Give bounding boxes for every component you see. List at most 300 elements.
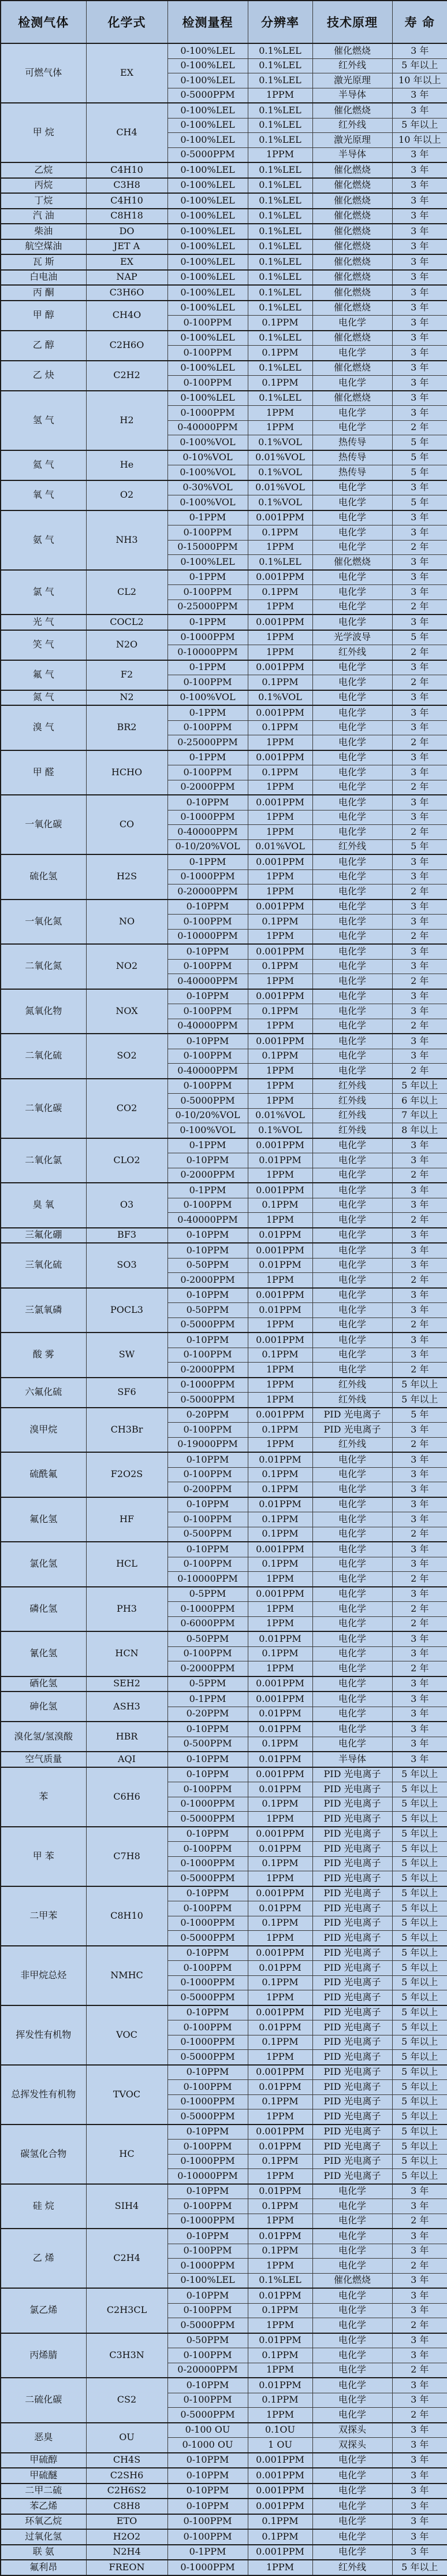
header-row (1, 1, 447, 43)
gas-name-cell: 乙烷 (1, 162, 86, 178)
lifespan-cell: 5 年 (392, 630, 447, 645)
resolution-cell: 0.1PPM (248, 2529, 312, 2545)
spec-row (1, 1497, 447, 1512)
table-body (1, 43, 447, 2575)
principle-cell: PID 光电离子 (312, 1901, 392, 1916)
lifespan-cell: 3 年 (392, 1692, 447, 1707)
range-cell: 0-100PPM (167, 765, 248, 780)
range-cell: 0-100%LEL (167, 118, 248, 133)
spec-row (1, 162, 447, 178)
principle-cell: 电化学 (312, 346, 392, 361)
gas-name-cell: 氮氧化物 (1, 989, 86, 1034)
range-cell: 0-100PPM (167, 2529, 248, 2545)
range-cell: 0-1000PPM (167, 2214, 248, 2229)
lifespan-cell: 3 年 (392, 854, 447, 869)
lifespan-cell: 3 年 (392, 2499, 447, 2514)
lifespan-cell: 3 年 (392, 765, 447, 780)
resolution-cell: 0.001PPM (248, 750, 312, 765)
spec-row (1, 2560, 447, 2575)
spec-row (1, 900, 447, 915)
principle-cell: 电化学 (312, 1049, 392, 1064)
gas-name-cell: 二氧化氮 (1, 944, 86, 989)
lifespan-cell: 3 年 (392, 1034, 447, 1049)
lifespan-cell: 3 年 (392, 224, 447, 239)
formula-cell: C7H8 (86, 1827, 167, 1886)
principle-cell: 催化燃烧 (312, 178, 392, 194)
resolution-cell: 0.001PPM (248, 1138, 312, 1153)
principle-cell: 电化学 (312, 1616, 392, 1631)
range-cell: 0-100PPM (167, 1842, 248, 1857)
range-cell: 0-100PPM (167, 525, 248, 541)
gas-name-cell: 硫化氢 (1, 854, 86, 900)
principle-cell: 电化学 (312, 884, 392, 900)
resolution-cell: 0.01%VOL (248, 1108, 312, 1123)
resolution-cell: 1PPM (248, 1079, 312, 1094)
principle-cell: 电化学 (312, 1228, 392, 1243)
spec-row (1, 1676, 447, 1692)
principle-cell: PID 光电离子 (312, 2035, 392, 2050)
range-cell: 0-10PPM (167, 1243, 248, 1258)
principle-cell: 催化燃烧 (312, 270, 392, 286)
lifespan-cell: 3 年 (392, 585, 447, 600)
principle-cell: 半导体 (312, 88, 392, 103)
lifespan-cell: 3 年 (392, 1228, 447, 1243)
range-cell: 0-100%VOL (167, 465, 248, 480)
resolution-cell: 1PPM (248, 1363, 312, 1378)
principle-cell: PID 光电离子 (312, 1767, 392, 1782)
principle-cell: 红外线 (312, 1108, 392, 1123)
gas-name-cell: 氯化氢 (1, 1542, 86, 1587)
principle-cell: 电化学 (312, 2303, 392, 2318)
principle-cell: PID 光电离子 (312, 1782, 392, 1797)
lifespan-cell: 3 年 (392, 720, 447, 735)
range-cell: 0-10PPM (167, 1722, 248, 1737)
resolution-cell: 1PPM (248, 1019, 312, 1034)
spec-row (1, 510, 447, 525)
resolution-cell: 0.01%VOL (248, 839, 312, 854)
lifespan-cell: 5 年 (392, 435, 447, 450)
principle-cell: 双探头 (312, 2438, 392, 2453)
formula-cell: HCHO (86, 750, 167, 795)
principle-cell: PID 光电离子 (312, 1797, 392, 1812)
range-cell: 0-100PPM (167, 1079, 248, 1094)
gas-name-cell: 苯 (1, 1767, 86, 1827)
principle-cell: 电化学 (312, 1452, 392, 1467)
resolution-cell: 0.1PPM (248, 2348, 312, 2363)
formula-cell: C8H8 (86, 2499, 167, 2514)
resolution-cell: 0.001PPM (248, 1034, 312, 1049)
resolution-cell: 1PPM (248, 2318, 312, 2333)
resolution-cell: 0.001PPM (248, 1243, 312, 1258)
resolution-cell: 0.1PPM (248, 1646, 312, 1661)
range-cell: 0-25000PPM (167, 599, 248, 615)
range-cell: 0-100%LEL (167, 224, 248, 239)
spec-row (1, 1138, 447, 1153)
lifespan-cell: 5 年以上 (392, 1782, 447, 1797)
lifespan-cell: 2 年 (392, 780, 447, 795)
resolution-cell: 0.1%VOL (248, 1123, 312, 1138)
resolution-cell: 0.001PPM (248, 1886, 312, 1901)
lifespan-cell: 3 年 (392, 1004, 447, 1019)
range-cell: 0-5000PPM (167, 88, 248, 103)
resolution-cell: 0.001PPM (248, 1827, 312, 1842)
range-cell: 0-10PPM (167, 2378, 248, 2393)
range-cell: 0-10PPM (167, 1767, 248, 1782)
principle-cell: 电化学 (312, 1572, 392, 1587)
formula-cell: BF3 (86, 1228, 167, 1243)
lifespan-cell: 5 年以上 (392, 1901, 447, 1916)
principle-cell: 红外线 (312, 58, 392, 73)
principle-cell: 电化学 (312, 2453, 392, 2468)
principle-cell: PID 光电离子 (312, 1827, 392, 1842)
range-cell: 0-100PPM (167, 1467, 248, 1482)
range-cell: 0-10000PPM (167, 1572, 248, 1587)
range-cell: 0-100%LEL (167, 2273, 248, 2288)
formula-cell: EX (86, 43, 167, 103)
resolution-cell: 1PPM (248, 2109, 312, 2125)
principle-cell: PID 光电离子 (312, 1842, 392, 1857)
resolution-cell: 0.1%LEL (248, 209, 312, 224)
spec-row (1, 2125, 447, 2140)
principle-cell: PID 光电离子 (312, 1946, 392, 1961)
range-cell: 0-1000PPM (167, 2035, 248, 2050)
principle-cell: PID 光电离子 (312, 1886, 392, 1901)
principle-cell: 电化学 (312, 1333, 392, 1348)
range-cell: 0-20PPM (167, 1408, 248, 1423)
spec-row (1, 285, 447, 301)
principle-cell: 电化学 (312, 750, 392, 765)
range-cell: 0-2000PPM (167, 1168, 248, 1183)
formula-cell: C2H3CL (86, 2288, 167, 2333)
spec-row (1, 795, 447, 810)
principle-cell: 电化学 (312, 915, 392, 930)
gas-name-cell: 甲 醛 (1, 750, 86, 795)
range-cell: 0-1000PPM (167, 869, 248, 884)
lifespan-cell: 2 年 (392, 735, 447, 750)
lifespan-cell: 3 年 (392, 1676, 447, 1692)
range-cell: 0-10000PPM (167, 2169, 248, 2184)
formula-cell: C3H6O (86, 285, 167, 301)
principle-cell: 电化学 (312, 854, 392, 869)
range-cell: 0-5000PPM (167, 2109, 248, 2125)
principle-cell: 电化学 (312, 1258, 392, 1273)
resolution-cell: 0.001PPM (248, 2545, 312, 2560)
principle-cell: PID 光电离子 (312, 1931, 392, 1946)
lifespan-cell: 2 年 (392, 2259, 447, 2274)
principle-cell: 电化学 (312, 1722, 392, 1737)
lifespan-cell: 3 年 (392, 795, 447, 810)
lifespan-cell: 5 年以上 (392, 2140, 447, 2155)
resolution-cell: 0.1PPM (248, 765, 312, 780)
range-cell: 0-20000PPM (167, 884, 248, 900)
principle-cell: 电化学 (312, 1497, 392, 1512)
formula-cell: HF (86, 1497, 167, 1542)
formula-cell: CL2 (86, 570, 167, 615)
range-cell: 0-20000PPM (167, 2363, 248, 2378)
range-cell: 0-1000PPM (167, 1916, 248, 1931)
resolution-cell: 0.1PPM (248, 525, 312, 541)
range-cell: 0-100%LEL (167, 193, 248, 209)
formula-cell: CH3Br (86, 1408, 167, 1453)
gas-name-cell: 臭 氧 (1, 1183, 86, 1228)
range-cell: 0-10PPM (167, 2468, 248, 2484)
lifespan-cell: 3 年 (392, 301, 447, 316)
lifespan-cell: 5 年以上 (392, 1886, 447, 1901)
resolution-cell: 1PPM (248, 1168, 312, 1183)
principle-cell: 电化学 (312, 376, 392, 391)
formula-cell: H2S (86, 854, 167, 900)
spec-row (1, 270, 447, 286)
range-cell: 0-10000PPM (167, 645, 248, 660)
lifespan-cell: 3 年 (392, 1631, 447, 1646)
range-cell: 0-10%VOL (167, 450, 248, 465)
range-cell: 0-100PPM (167, 2199, 248, 2214)
resolution-cell: 0.1%VOL (248, 435, 312, 450)
resolution-cell: 0.1%LEL (248, 178, 312, 194)
lifespan-cell: 5 年以上 (392, 1393, 447, 1408)
resolution-cell: 1PPM (248, 1812, 312, 1827)
range-cell: 0-10PPM (167, 1497, 248, 1512)
resolution-cell: 0.1OU (248, 2423, 312, 2438)
lifespan-cell: 2 年 (392, 420, 447, 435)
gas-name-cell: 二甲二硫 (1, 2484, 86, 2499)
formula-cell: FREON (86, 2560, 167, 2575)
principle-cell: 红外线 (312, 1378, 392, 1393)
resolution-cell: 0.001PPM (248, 2005, 312, 2020)
range-cell: 0-1000PPM (167, 1797, 248, 1812)
resolution-cell: 1PPM (248, 780, 312, 795)
principle-cell: 电化学 (312, 2408, 392, 2423)
principle-cell: 电化学 (312, 780, 392, 795)
range-cell: 0-1PPM (167, 1183, 248, 1198)
lifespan-cell: 5 年以上 (392, 2094, 447, 2109)
spec-row (1, 1692, 447, 1707)
principle-cell: PID 光电离子 (312, 1856, 392, 1871)
resolution-cell: 0.001PPM (248, 1542, 312, 1557)
principle-cell: 电化学 (312, 2184, 392, 2199)
range-cell: 0-30%VOL (167, 480, 248, 495)
spec-row (1, 570, 447, 585)
principle-cell: PID 光电离子 (312, 2094, 392, 2109)
range-cell: 0-50PPM (167, 1258, 248, 1273)
lifespan-cell: 2 年 (392, 2408, 447, 2423)
formula-cell: SEH2 (86, 1676, 167, 1692)
principle-cell: 催化燃烧 (312, 193, 392, 209)
resolution-cell: 0.1PPM (248, 2514, 312, 2530)
lifespan-cell: 3 年 (392, 1138, 447, 1153)
spec-row (1, 2423, 447, 2438)
resolution-cell: 0.01PPM (248, 1752, 312, 1767)
range-cell: 0-1000PPM (167, 2094, 248, 2109)
formula-cell: OU (86, 2423, 167, 2453)
principle-cell: 催化燃烧 (312, 361, 392, 376)
principle-cell: 电化学 (312, 420, 392, 435)
lifespan-cell: 3 年 (392, 1153, 447, 1168)
lifespan-cell: 3 年 (392, 1482, 447, 1497)
range-cell: 0-1000 OU (167, 2438, 248, 2453)
principle-cell: 电化学 (312, 1273, 392, 1288)
header-lifespan: 寿 命 (392, 1, 447, 43)
principle-cell: 电化学 (312, 974, 392, 989)
spec-row (1, 450, 447, 465)
range-cell: 0-100PPM (167, 1901, 248, 1916)
resolution-cell: 0.001PPM (248, 2484, 312, 2499)
range-cell: 0-10PPM (167, 2065, 248, 2080)
lifespan-cell: 3 年 (392, 1288, 447, 1303)
gas-name-cell: 二氧化硫 (1, 1034, 86, 1079)
principle-cell: PID 光电离子 (312, 1423, 392, 1438)
principle-cell: 催化燃烧 (312, 43, 392, 58)
range-cell: 0-5000PPM (167, 1931, 248, 1946)
header-range: 检测量程 (167, 1, 248, 43)
lifespan-cell: 3 年 (392, 480, 447, 495)
resolution-cell: 0.01PPM (248, 2020, 312, 2035)
spec-row (1, 615, 447, 630)
resolution-cell: 1PPM (248, 825, 312, 840)
gas-name-cell: 碳氢化合物 (1, 2125, 86, 2184)
lifespan-cell: 3 年 (392, 1243, 447, 1258)
formula-cell: NO (86, 900, 167, 945)
resolution-cell: 0.1PPM (248, 1916, 312, 1931)
range-cell: 0-100%VOL (167, 690, 248, 706)
resolution-cell: 0.1%LEL (248, 331, 312, 346)
range-cell: 0-100PPM (167, 316, 248, 331)
principle-cell: 电化学 (312, 495, 392, 510)
lifespan-cell: 3 年 (392, 2468, 447, 2484)
gas-name-cell: 柴油 (1, 224, 86, 239)
range-cell: 0-10PPM (167, 1034, 248, 1049)
gas-name-cell: 笑 气 (1, 630, 86, 660)
lifespan-cell: 3 年 (392, 1752, 447, 1767)
lifespan-cell: 3 年 (392, 1423, 447, 1438)
lifespan-cell: 3 年 (392, 810, 447, 825)
resolution-cell: 0.01PPM (248, 2080, 312, 2095)
lifespan-cell: 5 年以上 (392, 1797, 447, 1812)
lifespan-cell: 2 年 (392, 1437, 447, 1452)
spec-row (1, 1452, 447, 1467)
principle-cell: 电化学 (312, 959, 392, 974)
resolution-cell: 0.1%LEL (248, 254, 312, 270)
resolution-cell: 0.1%LEL (248, 391, 312, 406)
resolution-cell: 1PPM (248, 1273, 312, 1288)
resolution-cell: 0.001PPM (248, 944, 312, 959)
resolution-cell: 0.001PPM (248, 615, 312, 630)
lifespan-cell: 3 年 (392, 944, 447, 959)
principle-cell: 电化学 (312, 1631, 392, 1646)
lifespan-cell: 3 年 (392, 1707, 447, 1722)
spec-row (1, 391, 447, 406)
spec-row (1, 1183, 447, 1198)
range-cell: 0-5000PPM (167, 1094, 248, 1109)
range-cell: 0-10PPM (167, 900, 248, 915)
spec-row (1, 1243, 447, 1258)
formula-cell: C3H3N (86, 2333, 167, 2378)
range-cell: 0-10PPM (167, 1827, 248, 1842)
lifespan-cell: 3 年 (392, 615, 447, 630)
gas-name-cell: 乙 醇 (1, 331, 86, 361)
formula-cell: SO2 (86, 1034, 167, 1079)
resolution-cell: 0.001PPM (248, 1587, 312, 1602)
resolution-cell: 0.1%LEL (248, 43, 312, 58)
lifespan-cell: 3 年 (392, 2393, 447, 2408)
principle-cell: 电化学 (312, 525, 392, 541)
lifespan-cell: 5 年以上 (392, 1871, 447, 1886)
resolution-cell: 0.1PPM (248, 2154, 312, 2169)
resolution-cell: 0.001PPM (248, 989, 312, 1004)
lifespan-cell: 2 年 (392, 645, 447, 660)
range-cell: 0-100%VOL (167, 1123, 248, 1138)
lifespan-cell: 3 年 (392, 570, 447, 585)
resolution-cell: 1PPM (248, 884, 312, 900)
range-cell: 0-15000PPM (167, 540, 248, 555)
lifespan-cell: 3 年 (392, 103, 447, 118)
formula-cell: F2 (86, 660, 167, 690)
lifespan-cell: 2 年 (392, 1572, 447, 1587)
lifespan-cell: 5 年以上 (392, 1946, 447, 1961)
range-cell: 0-1PPM (167, 570, 248, 585)
principle-cell: 电化学 (312, 989, 392, 1004)
principle-cell: 电化学 (312, 1138, 392, 1153)
principle-cell: 红外线 (312, 1079, 392, 1094)
range-cell: 0-50PPM (167, 1631, 248, 1646)
resolution-cell: 1PPM (248, 420, 312, 435)
principle-cell: 电化学 (312, 2499, 392, 2514)
lifespan-cell: 3 年 (392, 361, 447, 376)
formula-cell: SIH4 (86, 2184, 167, 2229)
lifespan-cell: 2 年 (392, 599, 447, 615)
resolution-cell: 0.1PPM (248, 959, 312, 974)
spec-row (1, 1228, 447, 1243)
lifespan-cell: 3 年 (392, 2199, 447, 2214)
spec-row (1, 1587, 447, 1602)
principle-cell: 电化学 (312, 570, 392, 585)
lifespan-cell: 3 年 (392, 285, 447, 301)
resolution-cell: 1PPM (248, 1094, 312, 1109)
principle-cell: 电化学 (312, 869, 392, 884)
lifespan-cell: 3 年 (392, 1497, 447, 1512)
resolution-cell: 0.1PPM (248, 1737, 312, 1752)
range-cell: 0-100PPM (167, 2348, 248, 2363)
gas-name-cell: 空气质量 (1, 1752, 86, 1767)
resolution-cell: 0.1PPM (248, 720, 312, 735)
range-cell: 0-1000PPM (167, 2154, 248, 2169)
principle-cell: 电化学 (312, 2229, 392, 2244)
gas-name-cell: 氨 气 (1, 510, 86, 570)
resolution-cell: 1PPM (248, 630, 312, 645)
principle-cell: 红外线 (312, 645, 392, 660)
resolution-cell: 0.01PPM (248, 1901, 312, 1916)
resolution-cell: 0.001PPM (248, 2125, 312, 2140)
range-cell: 0-100%LEL (167, 162, 248, 178)
lifespan-cell: 3 年 (392, 331, 447, 346)
principle-cell: 电化学 (312, 316, 392, 331)
formula-cell: CO2 (86, 1079, 167, 1138)
spec-row (1, 854, 447, 869)
resolution-cell: 1PPM (248, 1871, 312, 1886)
formula-cell: C2H4 (86, 2229, 167, 2288)
formula-cell: H2O2 (86, 2529, 167, 2545)
formula-cell: C2H6S2 (86, 2484, 167, 2499)
lifespan-cell: 3 年 (392, 2438, 447, 2453)
gas-name-cell: 氧 气 (1, 480, 86, 510)
formula-cell: NO2 (86, 944, 167, 989)
range-cell: 0-40000PPM (167, 1213, 248, 1228)
lifespan-cell: 3 年 (392, 510, 447, 525)
principle-cell: 电化学 (312, 735, 392, 750)
lifespan-cell: 5 年以上 (392, 1812, 447, 1827)
principle-cell: 红外线 (312, 1123, 392, 1138)
lifespan-cell: 5 年以上 (392, 2109, 447, 2125)
